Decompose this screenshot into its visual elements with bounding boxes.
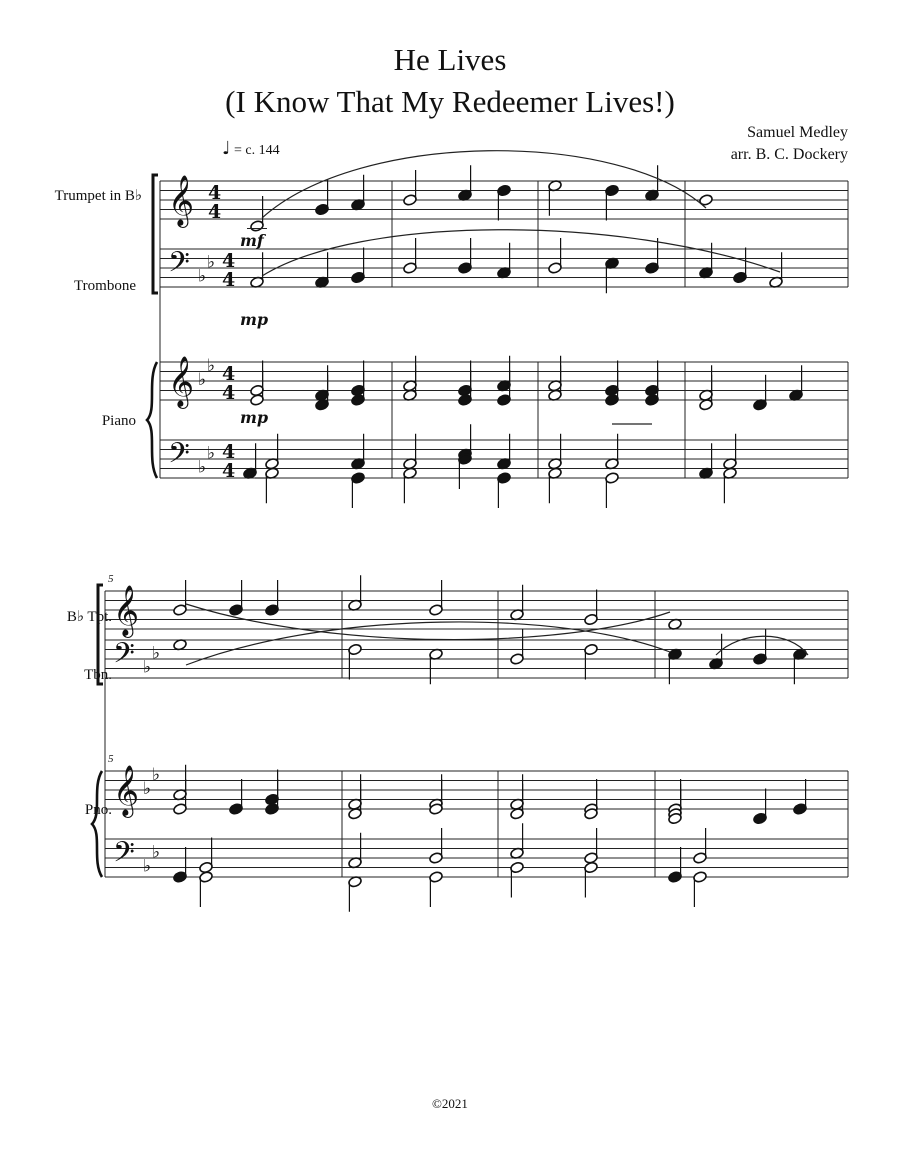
instrument-label-piano: Piano (101, 413, 136, 429)
time-signature-top: 4 (222, 441, 236, 463)
quarter-note (458, 453, 473, 489)
arranger: arr. B. C. Dockery (730, 146, 848, 163)
bass-clef-icon: 𝄢 (113, 637, 135, 677)
quarter-note (645, 238, 660, 274)
quarter-note (497, 434, 512, 470)
quarter-note (733, 248, 748, 284)
half-note (584, 784, 599, 820)
quarter-note (699, 443, 714, 479)
treble-clef-icon: 𝄞 (113, 765, 140, 816)
half-note (250, 252, 265, 288)
quarter-note (458, 165, 473, 201)
dynamic-piano: mp (240, 408, 269, 427)
half-note (693, 828, 708, 864)
quarter-note (351, 248, 366, 284)
half-note (548, 238, 563, 274)
half-note (199, 838, 214, 874)
quarter-note (605, 257, 620, 293)
flat-icon: ♭ (207, 252, 216, 273)
half-note (510, 585, 525, 621)
measure-number: 5 (108, 753, 114, 765)
quarter-note (645, 165, 660, 201)
bass-clef-icon: 𝄢 (113, 836, 135, 876)
flat-icon: ♭ (198, 457, 207, 478)
half-note (403, 170, 418, 206)
half-note (348, 575, 363, 611)
half-note (584, 643, 599, 679)
quarter-note (265, 580, 280, 616)
slur (186, 604, 670, 640)
quarter-note (351, 472, 366, 508)
score-text-marks (108, 231, 268, 765)
half-note (429, 580, 444, 616)
half-note (548, 179, 563, 215)
quarter-note (458, 238, 473, 274)
slurs (186, 151, 808, 665)
half-note (605, 434, 620, 470)
quarter-note (497, 184, 512, 220)
copyright: ©2021 (432, 1096, 468, 1111)
quarter-note (229, 580, 244, 616)
flat-icon: ♭ (152, 842, 161, 863)
quarter-note (789, 365, 804, 401)
half-note (429, 828, 444, 864)
instrument-short-piano: Pno. (84, 802, 112, 818)
instrument-short-trombone: Tbn. (84, 667, 112, 683)
quarter-note (668, 847, 683, 883)
half-note (723, 434, 738, 470)
half-note (548, 467, 563, 503)
half-note (348, 833, 363, 869)
time-signature-bottom: 4 (222, 460, 236, 482)
flat-icon: ♭ (198, 370, 207, 390)
title-line-2: (I Know That My Redeemer Lives!) (225, 84, 675, 119)
time-signatures (208, 182, 235, 482)
half-note (403, 434, 418, 470)
quarter-note (605, 184, 620, 220)
half-note (429, 871, 444, 907)
whole-note (699, 194, 714, 207)
flat-icon: ♭ (198, 266, 207, 287)
half-note (403, 467, 418, 503)
piano-brace (147, 362, 157, 478)
time-signature-top: 4 (222, 363, 236, 385)
title-line-1: He Lives (393, 42, 507, 77)
quarter-note (753, 629, 768, 665)
half-note (348, 875, 363, 911)
instrument-label-trombone: Trombone (74, 278, 136, 294)
tempo-text: = c. 144 (234, 143, 280, 158)
quarter-note (497, 472, 512, 508)
quarter-note (173, 847, 188, 883)
half-note (584, 828, 599, 864)
bracket (98, 585, 103, 684)
treble-clef-icon: 𝄞 (113, 585, 140, 636)
quarter-note (315, 252, 330, 288)
half-note (429, 648, 444, 684)
half-note (510, 823, 525, 859)
half-note (199, 871, 214, 907)
flat-icon: ♭ (143, 779, 152, 799)
quarter-note (243, 443, 258, 479)
quarter-note (753, 375, 768, 411)
quarter-note (793, 779, 808, 815)
composer: Samuel Medley (747, 124, 848, 141)
quarter-note-icon: ♩ (222, 138, 231, 159)
flat-icon: ♭ (143, 657, 152, 678)
key-signatures (143, 252, 215, 876)
quarter-note (315, 180, 330, 216)
treble-clef-icon: 𝄞 (168, 175, 195, 226)
half-note (250, 196, 265, 232)
half-note (510, 861, 525, 897)
half-note (510, 629, 525, 665)
instrument-label-trumpet: Trumpet in B♭ (54, 188, 142, 204)
time-signature-top: 4 (222, 250, 236, 272)
dynamic-trombone: mp (240, 310, 269, 329)
half-note (265, 434, 280, 470)
barlines (105, 181, 848, 877)
quarter-note (668, 648, 683, 684)
half-note (605, 472, 620, 508)
flat-icon: ♭ (152, 764, 161, 785)
quarter-note (497, 243, 512, 279)
quarter-note (753, 789, 768, 825)
time-signature-bottom: 4 (222, 382, 236, 404)
quarter-note (351, 434, 366, 470)
bass-clef-icon: 𝄢 (168, 246, 190, 286)
bass-clef-icon: 𝄢 (168, 437, 190, 477)
staff-lines (105, 181, 848, 877)
quarter-note (229, 779, 244, 815)
dynamic-trumpet: mf (240, 231, 264, 250)
time-signature-bottom: 4 (208, 201, 222, 223)
time-signature-top: 4 (208, 182, 222, 204)
half-note (584, 861, 599, 897)
bracket (153, 175, 158, 293)
measure-number: 5 (108, 573, 114, 585)
treble-clef-icon: 𝄞 (168, 356, 195, 407)
half-note (723, 467, 738, 503)
flat-icon: ♭ (143, 856, 152, 877)
half-note (584, 590, 599, 626)
instrument-short-trumpet: B♭ Tpt. (66, 609, 112, 625)
half-note (265, 467, 280, 503)
piano-brace (92, 771, 102, 877)
half-note (548, 434, 563, 470)
half-note (693, 871, 708, 907)
flat-icon: ♭ (207, 443, 216, 464)
half-note (173, 580, 188, 616)
half-note (348, 643, 363, 679)
half-note (429, 779, 444, 815)
quarter-note (709, 634, 724, 670)
quarter-note (699, 243, 714, 279)
flat-icon: ♭ (152, 643, 161, 664)
quarter-note (793, 648, 808, 684)
half-note (403, 238, 418, 274)
quarter-note (351, 175, 366, 211)
slur (716, 636, 808, 655)
time-signature-bottom: 4 (222, 269, 236, 291)
flat-icon: ♭ (207, 355, 216, 376)
